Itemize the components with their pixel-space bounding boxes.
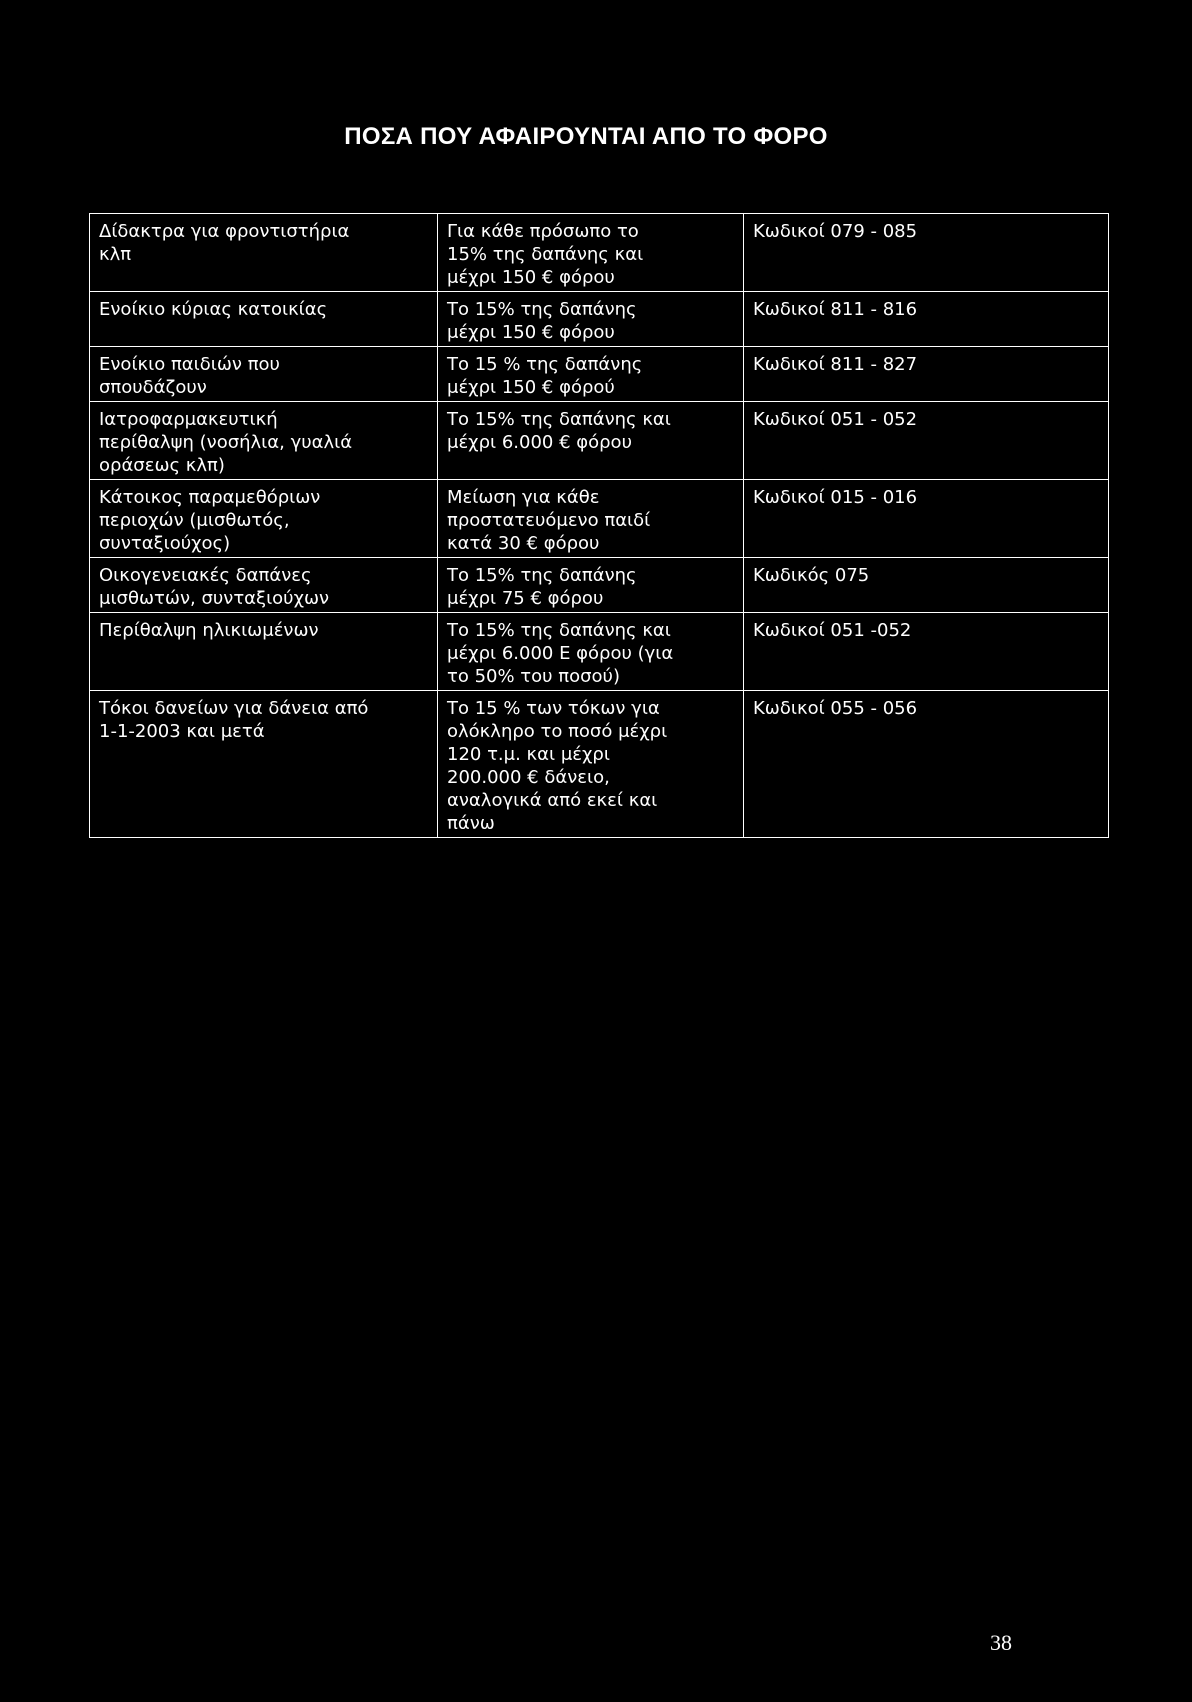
table-row (90, 613, 1109, 691)
table-row (90, 347, 1109, 402)
deduction-item-cell: Ενοίκιο κύριας κατοικίας (90, 292, 438, 347)
deduction-amount-cell: Το 15% της δαπάνης και μέχρι 6.000 € φόρου (438, 402, 744, 480)
table-row (90, 292, 1109, 347)
deduction-amount-cell: Το 15% της δαπάνης μέχρι 150 € φόρου (438, 292, 744, 347)
deduction-codes-cell: Κωδικοί 015 - 016 (744, 480, 1109, 558)
deduction-item-cell: Τόκοι δανείων για δάνεια από 1-1-2003 και μετά (90, 691, 438, 838)
table-row (90, 402, 1109, 480)
deduction-codes-cell: Κωδικοί 051 - 052 (744, 402, 1109, 480)
table-row (90, 558, 1109, 613)
deduction-codes-cell: Κωδικοί 811 - 827 (744, 347, 1109, 402)
deduction-amount-cell: Μείωση για κάθε προστατευόμενο παιδί κατά 30 € φόρου (438, 480, 744, 558)
deduction-amount-cell: Το 15% της δαπάνης μέχρι 75 € φόρου (438, 558, 744, 613)
deduction-amount-cell: Για κάθε πρόσωπο το 15% της δαπάνης και μέχρι 150 € φόρου (438, 214, 744, 292)
deduction-item-cell: Δίδακτρα για φροντιστήρια κλπ (90, 214, 438, 292)
deduction-item-cell: Ενοίκιο παιδιών που σπουδάζουν (90, 347, 438, 402)
deduction-codes-cell: Κωδικός 075 (744, 558, 1109, 613)
table-row (90, 480, 1109, 558)
deduction-amount-cell: Το 15 % των τόκων για ολόκληρο το ποσό μέχρι 120 τ.μ. και μέχρι 200.000 € δάνειο, αναλογικά από εκεί και πάνω (438, 691, 744, 838)
deduction-codes-cell: Κωδικοί 051 -052 (744, 613, 1109, 691)
deduction-codes-cell: Κωδικοί 055 - 056 (744, 691, 1109, 838)
deduction-item-cell: Ιατροφαρμακευτική περίθαλψη (νοσήλια, γυαλιά οράσεως κλπ) (90, 402, 438, 480)
deduction-item-cell: Οικογενειακές δαπάνες μισθωτών, συνταξιούχων (90, 558, 438, 613)
deduction-amount-cell: Το 15 % της δαπάνης μέχρι 150 € φόρού (438, 347, 744, 402)
deduction-item-cell: Κάτοικος παραμεθόριων περιοχών (μισθωτός, συνταξιούχος) (90, 480, 438, 558)
table-row (90, 214, 1109, 292)
page-title: ΠΟΣΑ ΠΟΥ ΑΦΑΙΡΟΥΝΤΑΙ ΑΠΟ ΤΟ ΦΟΡΟ (344, 123, 828, 150)
deduction-codes-cell: Κωδικοί 079 - 085 (744, 214, 1109, 292)
table-row (90, 691, 1109, 838)
page-number: 38 (990, 1630, 1012, 1655)
deduction-item-cell: Περίθαλψη ηλικιωμένων (90, 613, 438, 691)
tax-deductions-table (89, 213, 1109, 838)
deduction-amount-cell: Το 15% της δαπάνης και μέχρι 6.000 Ε φόρου (για το 50% του ποσού) (438, 613, 744, 691)
deduction-codes-cell: Κωδικοί 811 - 816 (744, 292, 1109, 347)
